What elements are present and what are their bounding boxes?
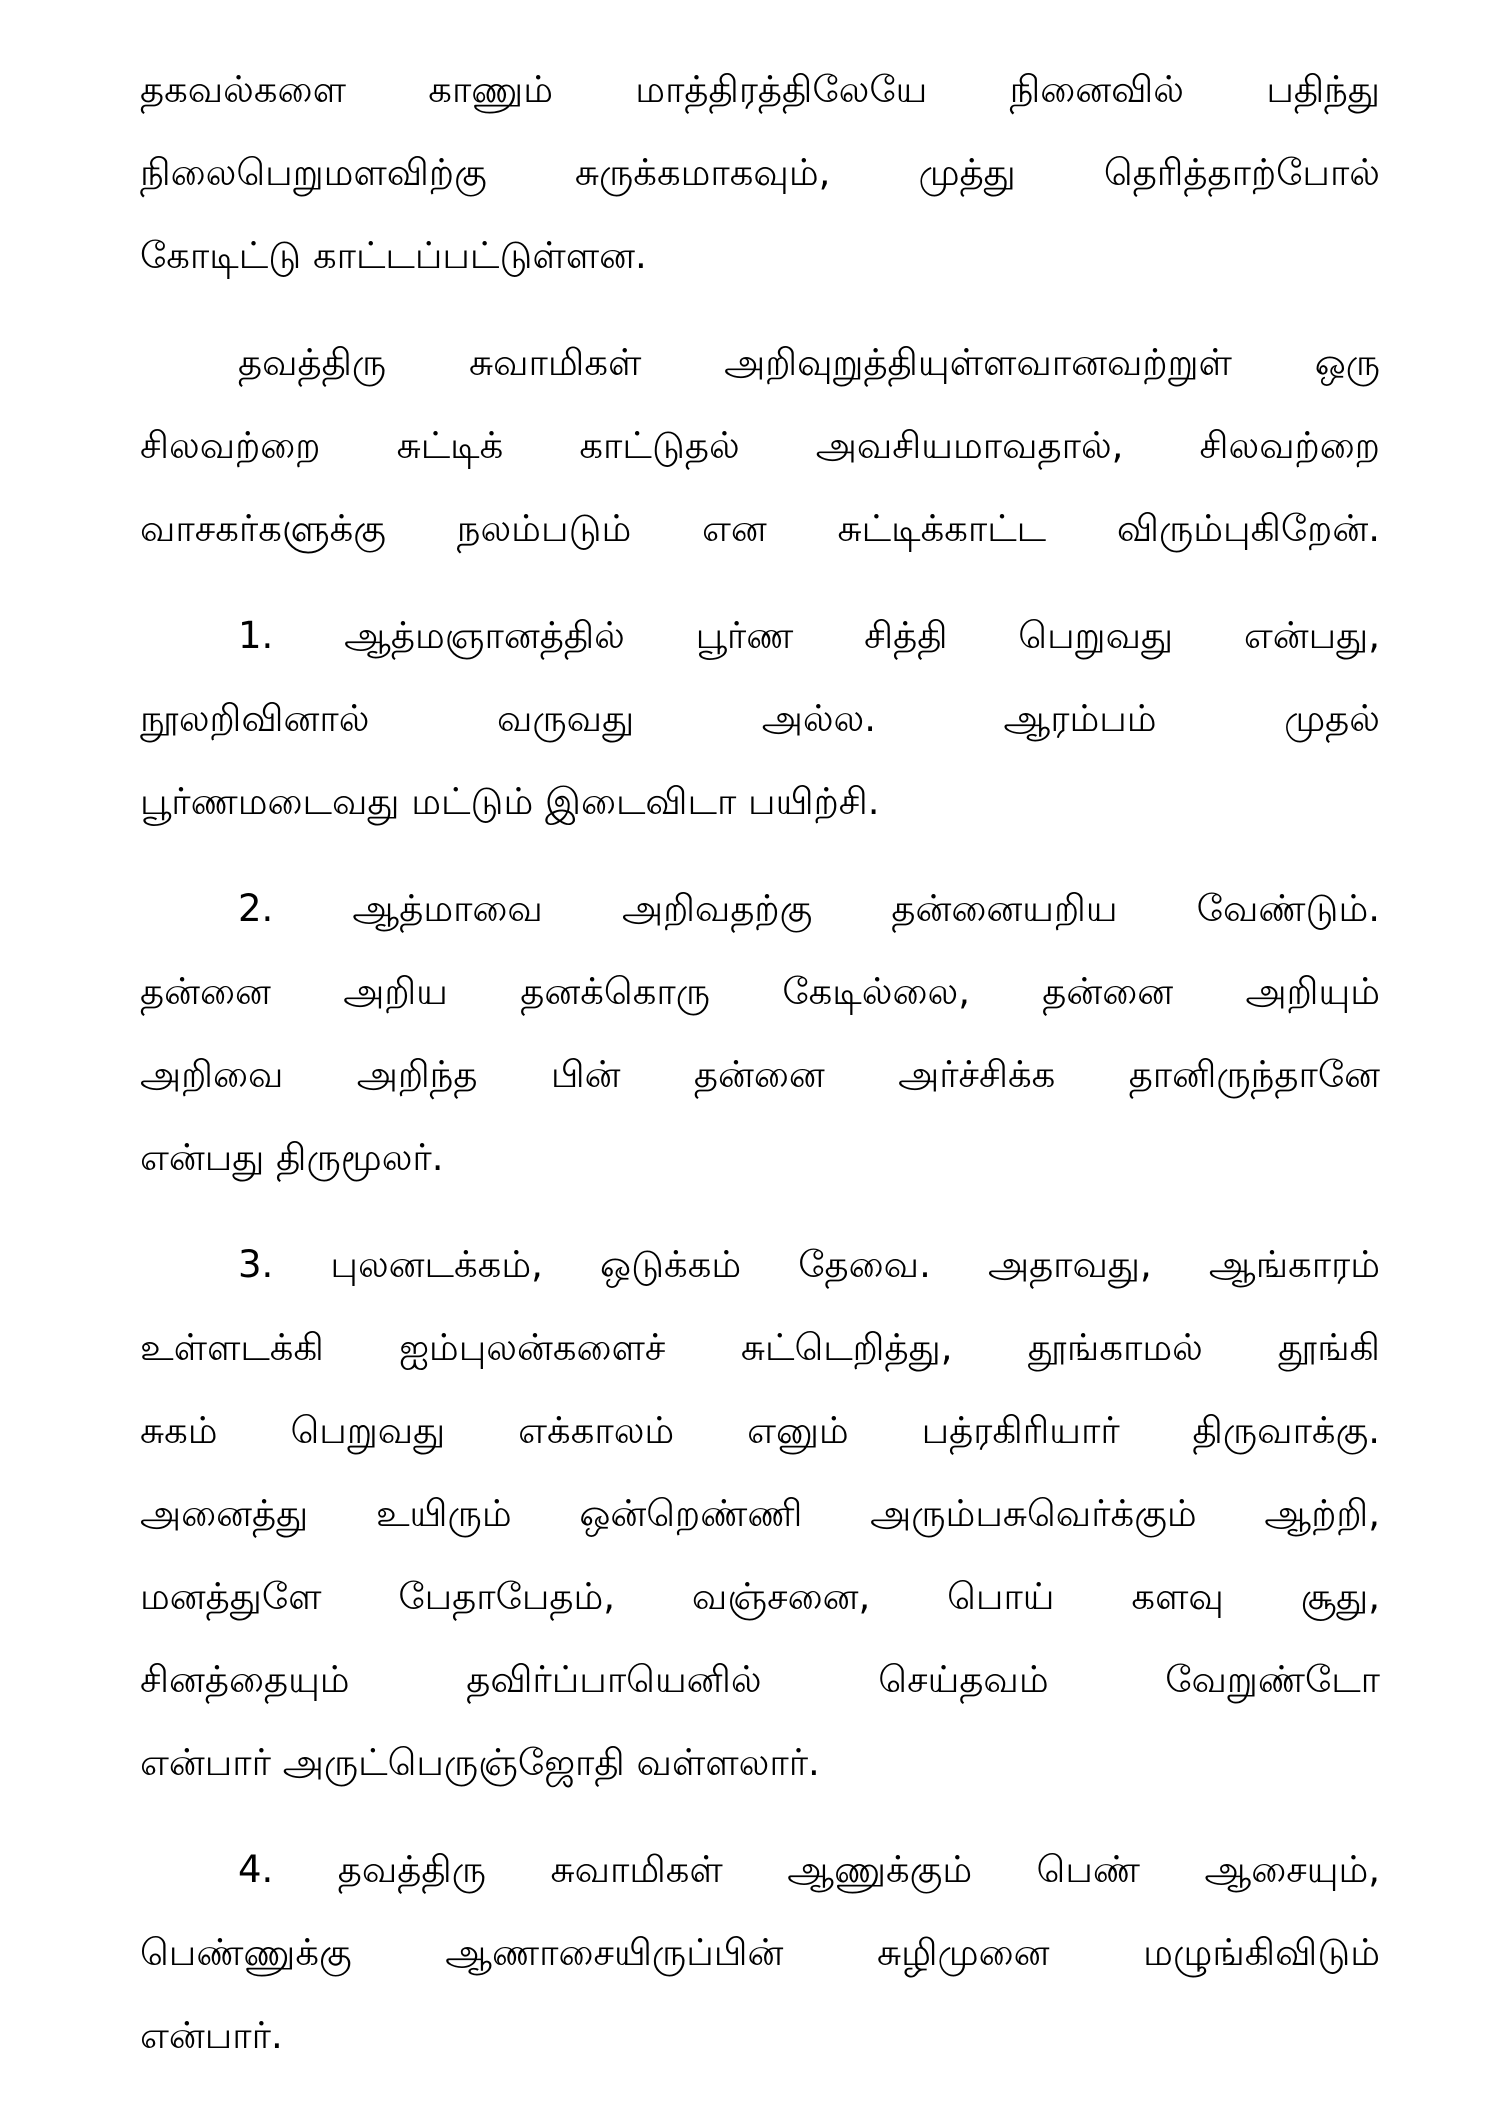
text-line: என்பார். <box>140 2014 283 2057</box>
text-line: 3. புலனடக்கம், ஒடுக்கம் தேவை. அதாவது, ஆங்காரம் <box>238 1243 1380 1286</box>
text-line: சுகம் பெறுவது எக்காலம் எனும் பத்ரகிரியார் திருவாக்கு. <box>140 1409 1380 1452</box>
text-line: அனைத்து உயிரும் ஒன்றெண்ணி அரும்பசுவெர்க்கும் ஆற்றி, <box>140 1492 1380 1535</box>
text-line: உள்ளடக்கி ஐம்புலன்களைச் சுட்டெறித்து, தூங்காமல் தூங்கி <box>140 1326 1380 1369</box>
text-line: சிலவற்றை சுட்டிக் காட்டுதல் அவசியமாவதால், சிலவற்றை <box>140 424 1380 467</box>
paragraph-1 <box>140 48 1380 297</box>
text-line: என்பார் அருட்பெருஞ்ஜோதி வள்ளலார். <box>140 1741 820 1784</box>
text-line: 4. தவத்திரு சுவாமிகள் ஆணுக்கும் பெண் ஆசையும், <box>238 1848 1380 1891</box>
text-line: வாசகர்களுக்கு நலம்படும் என சுட்டிக்காட்ட விரும்புகிறேன். <box>140 507 1380 550</box>
text-line: என்பது திருமூலர். <box>140 1136 444 1179</box>
text-line: தகவல்களை காணும் மாத்திரத்திலேயே நினைவில் பதிந்து <box>140 68 1380 111</box>
paragraph-6 <box>140 1828 1380 2077</box>
text-line: நூலறிவினால் வருவது அல்ல. ஆரம்பம் முதல் <box>140 697 1380 740</box>
text-line: பூர்ணமடைவது மட்டும் இடைவிடா பயிற்சி. <box>140 780 880 823</box>
text-line: நிலைபெறுமளவிற்கு சுருக்கமாகவும், முத்து தெரித்தாற்போல் <box>140 151 1380 194</box>
document-page <box>140 48 1380 2101</box>
text-line: தன்னை அறிய தனக்கொரு கேடில்லை, தன்னை அறியும் <box>140 970 1380 1013</box>
text-line: சினத்தையும் தவிர்ப்பாயெனில் செய்தவம் வேறுண்டோ <box>140 1658 1380 1701</box>
paragraph-5 <box>140 1223 1380 1804</box>
paragraph-2 <box>140 321 1380 570</box>
text-line: 2. ஆத்மாவை அறிவதற்கு தன்னையறிய வேண்டும். <box>238 887 1380 930</box>
text-line: தவத்திரு சுவாமிகள் அறிவுறுத்தியுள்ளவானவற்றுள் ஒரு <box>238 341 1380 384</box>
text-line: அறிவை அறிந்த பின் தன்னை அர்ச்சிக்க தானிருந்தானே <box>140 1053 1380 1096</box>
text-line: 1. ஆத்மஞானத்தில் பூர்ண சித்தி பெறுவது என்பது, <box>238 614 1380 657</box>
text-line: பெண்ணுக்கு ஆணாசையிருப்பின் சுழிமுனை மழுங்கிவிடும் <box>140 1931 1380 1974</box>
text-line: கோடிட்டு காட்டப்பட்டுள்ளன. <box>140 234 647 277</box>
paragraph-4 <box>140 867 1380 1199</box>
paragraph-3 <box>140 594 1380 843</box>
text-line: மனத்துளே பேதாபேதம், வஞ்சனை, பொய் களவு சூது, <box>140 1575 1380 1618</box>
